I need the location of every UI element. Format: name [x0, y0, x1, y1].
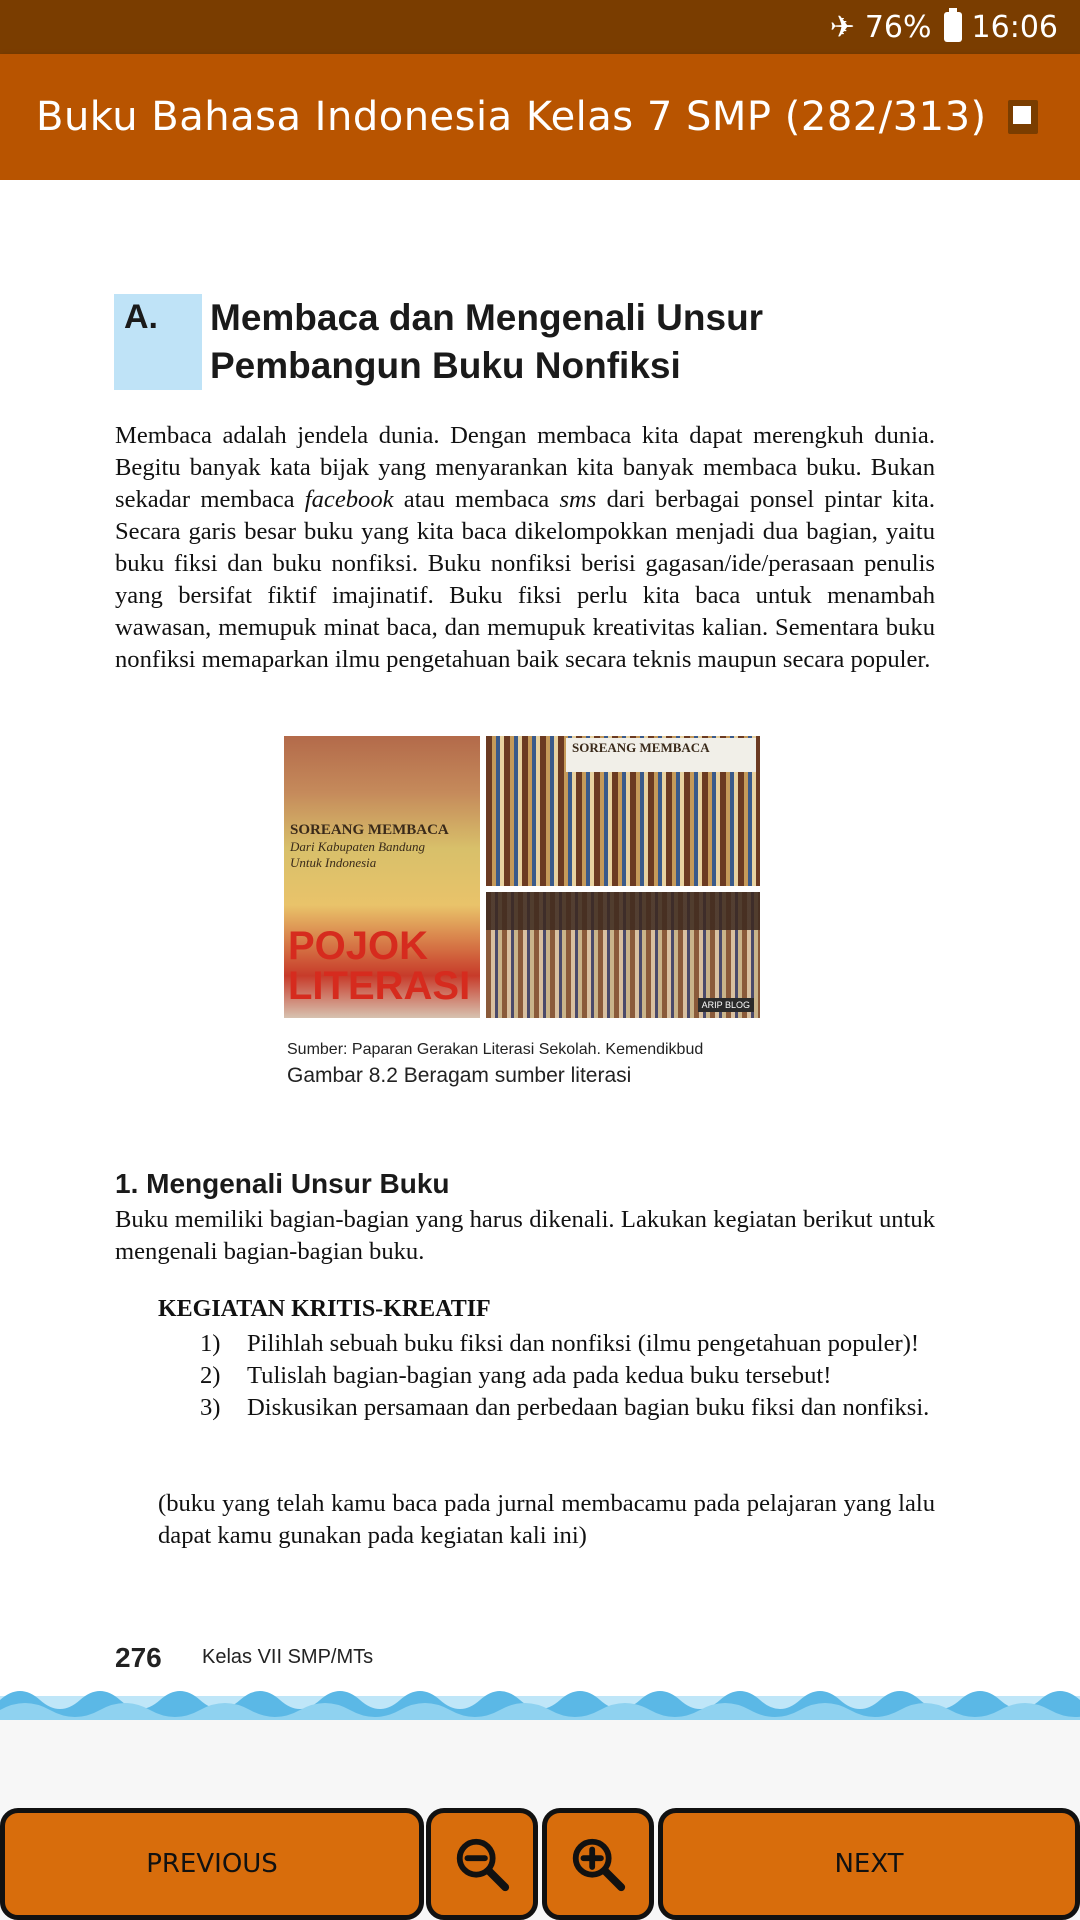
subsection-title: 1. Mengenali Unsur Buku: [115, 1168, 450, 1199]
zoom-out-button[interactable]: [426, 1808, 538, 1920]
intro-paragraph: [115, 420, 935, 676]
bottom-nav: [0, 1800, 1080, 1920]
intro-facebook: facebook: [304, 486, 394, 513]
intro-text-a: Membaca adalah jendela dunia. Dengan membaca kita dapat merengkuh dunia. Begitu banyak kata bijak yang menyarankan kita banyak membaca buku. Bukan sekadar membaca: [115, 422, 935, 513]
poster-big-text: [288, 926, 470, 1006]
previous-label: PREVIOUS: [146, 1849, 278, 1879]
book-page: [0, 180, 1080, 1720]
activity-note: (buku yang telah kamu baca pada jurnal membacamu pada pelajaran yang lalu dapat kamu gunakan pada kegiatan kali ini): [158, 1490, 935, 1549]
intro-text-c: dari berbagai ponsel pintar kita. Secara garis besar buku yang kita baca dikelompokkan menjadi dua bagian, yaitu buku fiksi dan buku nonfiksi. Buku nonfiksi berisi gagasan/ide/perasaan penulis yang bersifat fiktif imajinatif. Buku fiksi perlu kita baca untuk menambah wawasan, memupuk minat baca, dan memupuk kreativitas kalian. Sementara buku nonfiksi memaparkan ilmu pengetahuan baik secara teknis maupun secara populer.: [115, 486, 935, 673]
list-item-number: 3): [200, 1394, 221, 1421]
poster-big2: LITERASI: [288, 964, 471, 1008]
list-item: [200, 1392, 935, 1424]
app-bar: [0, 54, 1080, 180]
page-footer-text: Kelas VII SMP/MTs: [202, 1646, 374, 1668]
list-item: [200, 1360, 935, 1392]
banner-sign: SOREANG MEMBACA: [566, 738, 756, 772]
section-title-line1: Membaca dan Mengenali Unsur: [210, 297, 764, 338]
list-item-text: Diskusikan persamaan dan perbedaan bagian buku fiksi dan nonfiksi.: [247, 1394, 930, 1421]
poster-line2: Dari Kabupaten Bandung: [290, 839, 426, 854]
poster-big1: POJOK: [288, 924, 429, 968]
stop-icon[interactable]: [1008, 100, 1038, 134]
previous-button[interactable]: [0, 1808, 424, 1920]
literacy-photo: [284, 736, 760, 1018]
poster-line3: Untuk Indonesia: [290, 855, 377, 870]
status-bar: [0, 0, 1080, 54]
zoom-out-icon: [451, 1833, 513, 1895]
subsection-paragraph: Buku memiliki bagian-bagian yang harus dikenali. Lakukan kegiatan berikut untuk mengenali bagian-bagian buku.: [115, 1206, 935, 1265]
activity-list: [200, 1328, 935, 1424]
list-item-text: Tulislah bagian-bagian yang ada pada kedua buku tersebut!: [247, 1362, 832, 1389]
battery-icon: [944, 12, 962, 42]
app-title: Buku Bahasa Indonesia Kelas 7 SMP (282/313): [36, 94, 987, 140]
poster-photo: [284, 736, 480, 1018]
zoom-in-button[interactable]: [542, 1808, 654, 1920]
activity-title: KEGIATAN KRITIS-KREATIF: [158, 1296, 491, 1322]
next-label: NEXT: [834, 1849, 904, 1879]
bookshelf-photo-bottom: [486, 892, 760, 1018]
figure-source: Sumber: Paparan Gerakan Literasi Sekolah. Kemendikbud: [287, 1041, 704, 1058]
list-item-number: 1): [200, 1330, 221, 1357]
next-button[interactable]: [658, 1808, 1080, 1920]
section-title-line2: Pembangun Buku Nonfiksi: [210, 345, 681, 386]
page-number: 276: [115, 1642, 162, 1673]
intro-sms: sms: [559, 486, 597, 513]
airplane-icon: ✈: [829, 9, 855, 45]
figure-caption: Gambar 8.2 Beragam sumber literasi: [287, 1064, 632, 1087]
list-item-text: Pilihlah sebuah buku fiksi dan nonfiksi (ilmu pengetahuan populer)!: [247, 1330, 920, 1357]
bookshelf-photo-top: [486, 736, 760, 886]
list-item: [200, 1328, 935, 1360]
poster-line1: SOREANG MEMBACA: [290, 822, 449, 838]
battery-percent: 76%: [864, 9, 932, 45]
watermark: ARIP BLOG: [698, 998, 754, 1012]
zoom-in-icon: [567, 1833, 629, 1895]
section-title: [210, 294, 910, 390]
poster-text: [290, 822, 449, 871]
list-item-number: 2): [200, 1362, 221, 1389]
clock: 16:06: [971, 9, 1058, 45]
wave-decoration: [0, 1680, 1080, 1720]
intro-text-b: atau membaca: [393, 486, 560, 513]
section-letter: A.: [124, 298, 158, 336]
